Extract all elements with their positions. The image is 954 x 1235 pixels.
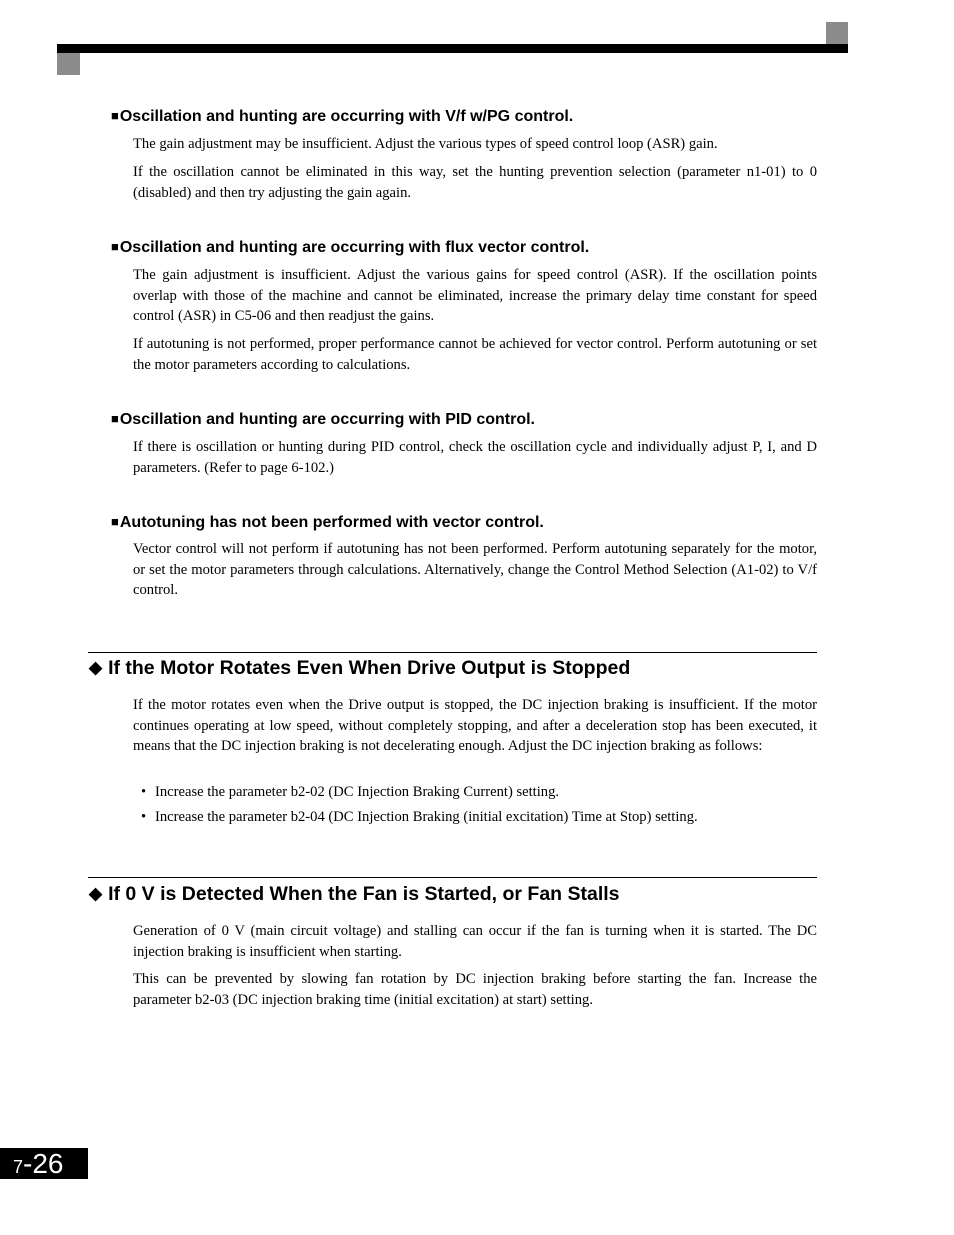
page-number: 7-26	[13, 1148, 64, 1179]
list-item: • Increase the parameter b2-04 (DC Injection Braking (initial excitation) Time at Stop) setting.	[141, 809, 698, 825]
subheading-autotuning: ■Autotuning has not been performed with vector control.	[111, 514, 544, 531]
paragraph: Generation of 0 V (main circuit voltage) and stalling can occur if the fan is turning when it is started. The DC injection braking is insufficient when starting.	[133, 923, 817, 960]
diamond-icon: ◆	[89, 884, 103, 903]
header-corner-marker	[57, 53, 80, 75]
bullet-icon: •	[141, 784, 147, 800]
section-rule	[88, 877, 817, 878]
section-heading-motor-rotates: ◆ If the Motor Rotates Even When Drive Output is Stopped	[89, 657, 631, 679]
section-rule	[88, 652, 817, 653]
paragraph: Vector control will not perform if autotuning has not been performed. Perform autotuning separately for the motor, or set the motor parameters through calculations. Alternatively, change the Control Method Selection (A1-02) to V/f control.	[133, 541, 817, 599]
bullet-icon: •	[141, 809, 147, 825]
list-item: • Increase the parameter b2-02 (DC Injection Braking Current) setting.	[141, 784, 560, 800]
paragraph: The gain adjustment is insufficient. Adjust the various gains for speed control (ASR). If the oscillation points overlap with those of the machine and cannot be eliminated, increase the primary delay time constant for speed control (ASR) in C5-06 and then readjust the gains.	[133, 267, 817, 325]
square-bullet-icon: ■	[111, 239, 119, 254]
square-bullet-icon: ■	[111, 514, 119, 529]
header-tab-marker	[826, 22, 848, 44]
subheading-pid: ■Oscillation and hunting are occurring with PID control.	[111, 411, 535, 428]
paragraph: This can be prevented by slowing fan rotation by DC injection braking before starting the fan. Increase the parameter b2-03 (DC injection braking time (initial excitation) at start) setting.	[133, 971, 817, 1008]
paragraph: If there is oscillation or hunting during PID control, check the oscillation cycle and individually adjust P, I, and D parameters. (Refer to page 6-102.)	[133, 439, 817, 476]
paragraph: If autotuning is not performed, proper performance cannot be achieved for vector control. Perform autotuning or set the motor parameters according to calculations.	[133, 336, 817, 373]
paragraph: If the oscillation cannot be eliminated in this way, set the hunting prevention selection (parameter n1-01) to 0 (disabled) and then try adjusting the gain again.	[133, 164, 817, 201]
section-heading-zero-volt: ◆ If 0 V is Detected When the Fan is Started, or Fan Stalls	[89, 883, 620, 905]
subheading-vf-pg: ■Oscillation and hunting are occurring with V/f w/PG control.	[111, 108, 574, 125]
diamond-icon: ◆	[89, 658, 103, 677]
subheading-flux-vector: ■Oscillation and hunting are occurring with flux vector control.	[111, 239, 590, 256]
paragraph: The gain adjustment may be insufficient. Adjust the various types of speed control loop (ASR) gain.	[133, 136, 718, 152]
square-bullet-icon: ■	[111, 411, 119, 426]
paragraph: If the motor rotates even when the Drive output is stopped, the DC injection braking is insufficient. If the motor continues operating at low speed, without completely stopping, and after a deceleration stop has been executed, it means that the DC injection braking is not decelerating enough. Adjust the DC injection braking as follows:	[133, 697, 817, 755]
header-rule	[57, 44, 848, 53]
square-bullet-icon: ■	[111, 108, 119, 123]
